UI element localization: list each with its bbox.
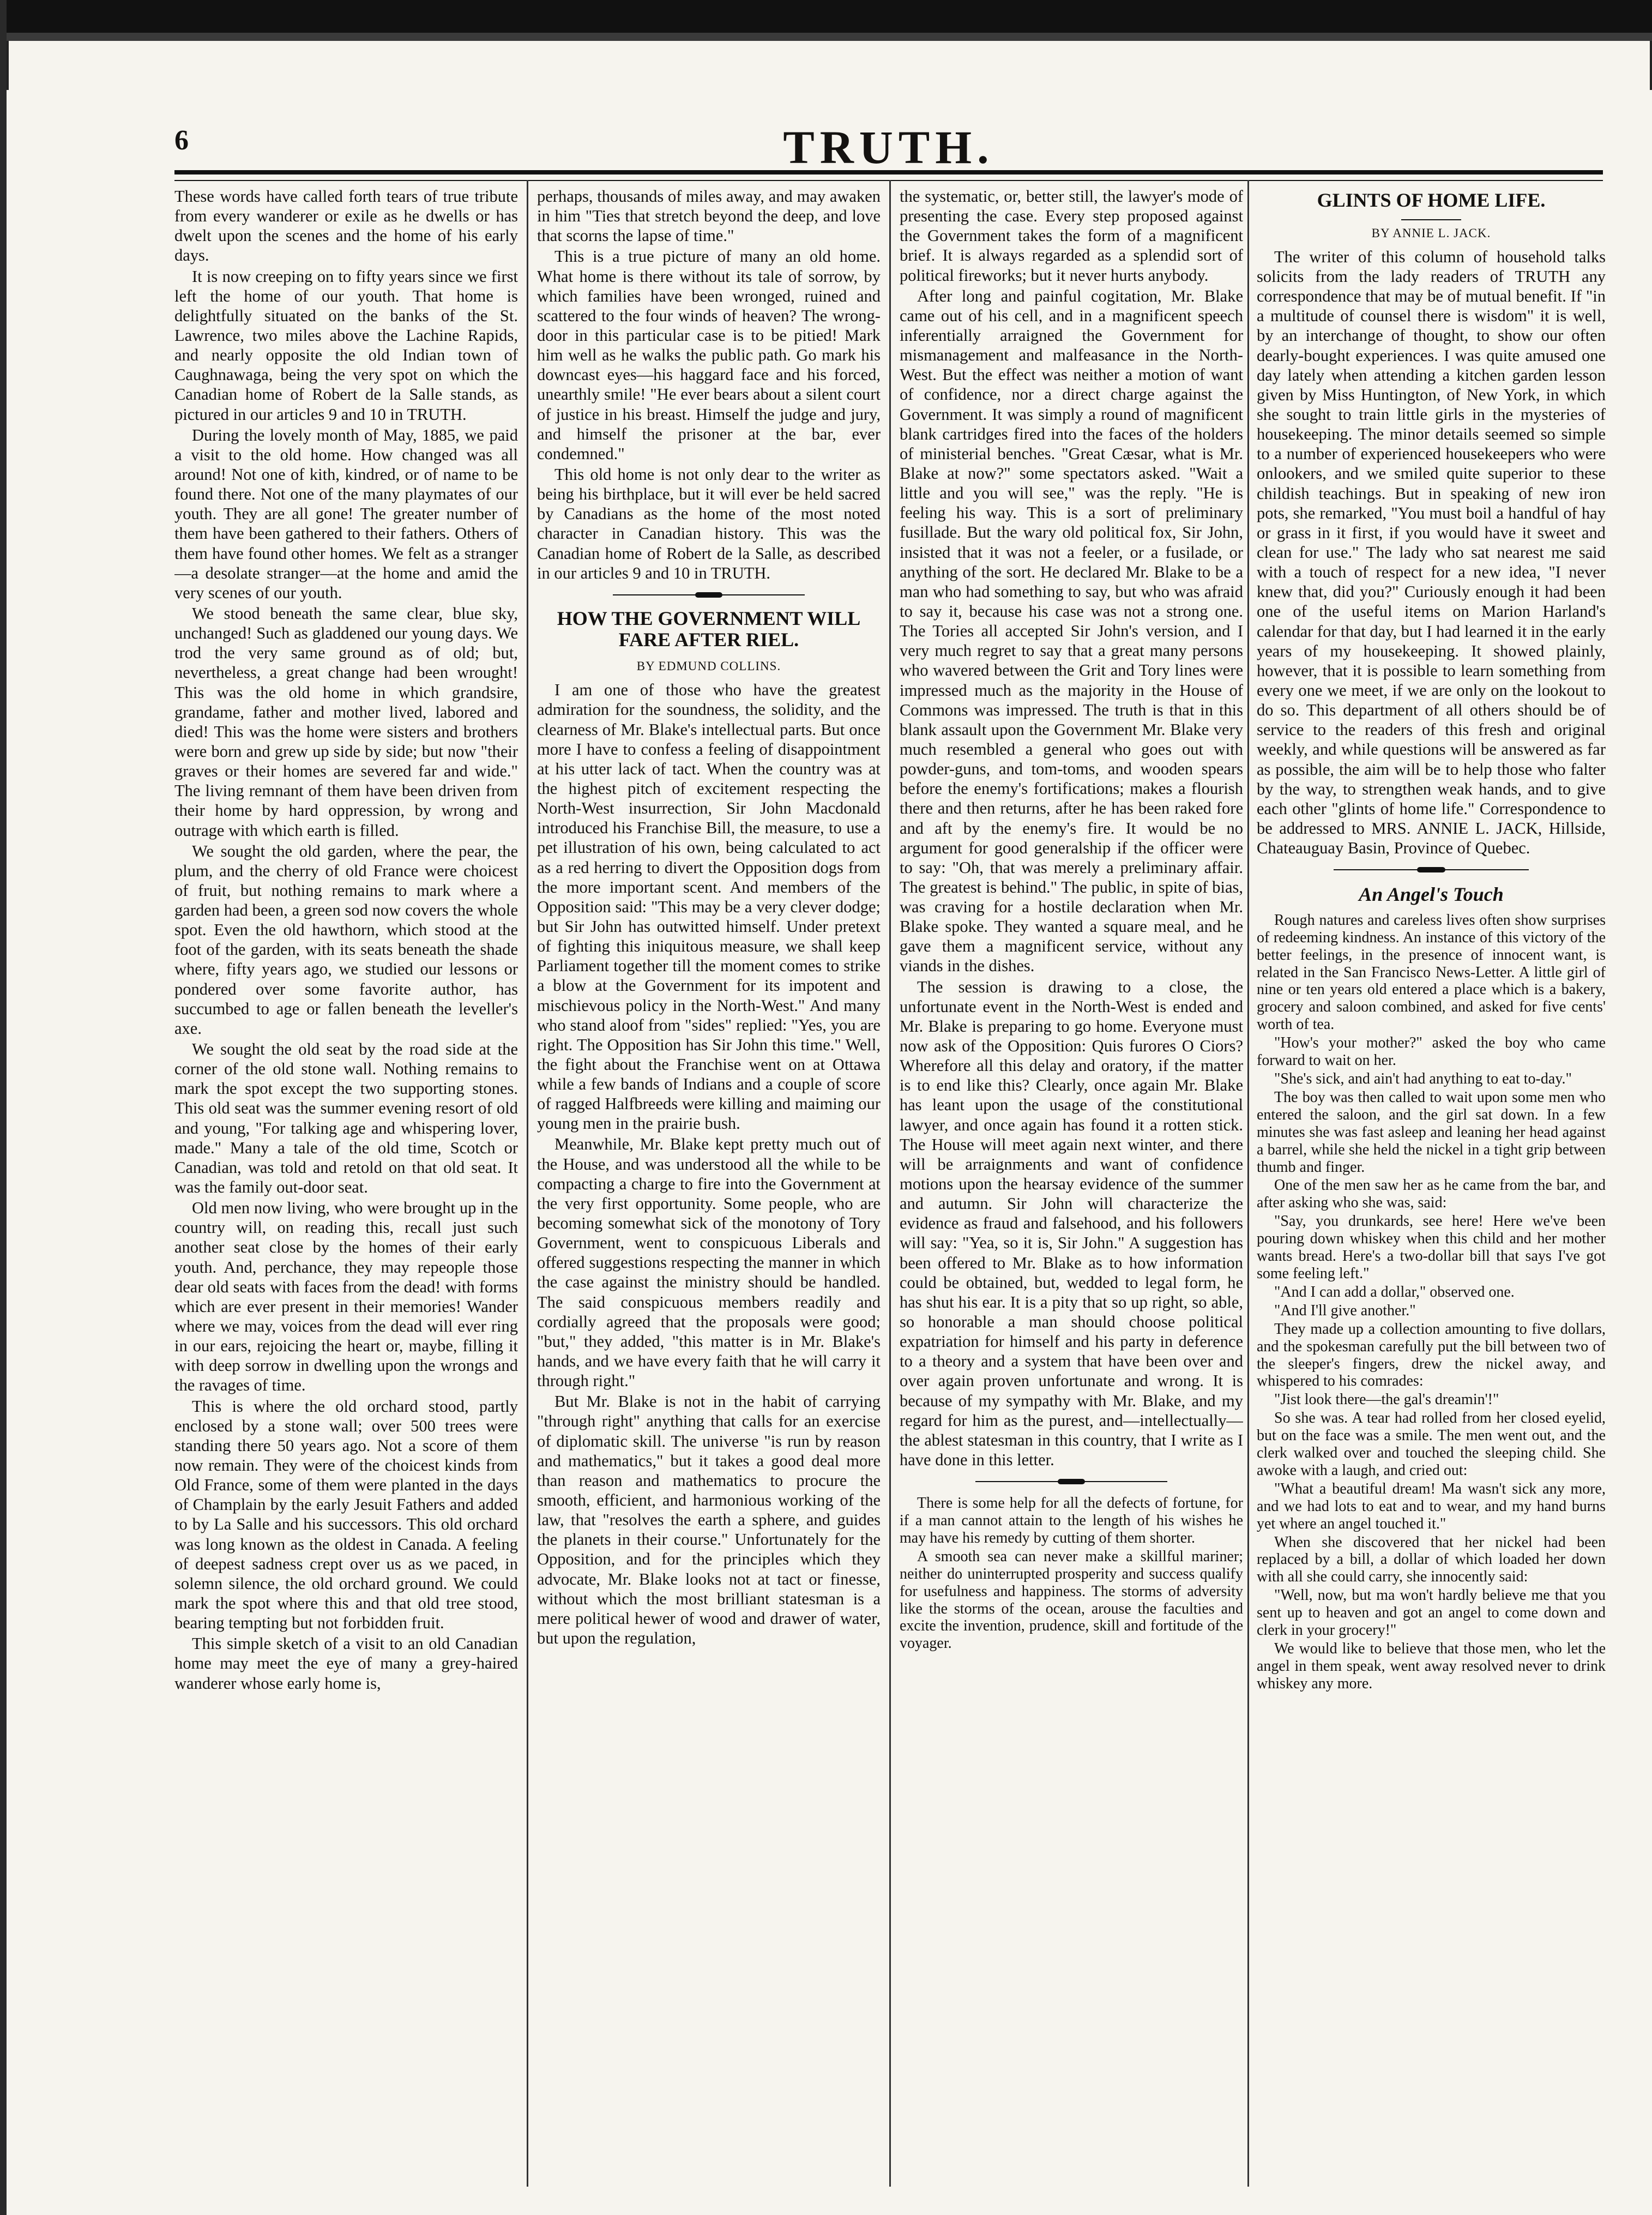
paragraph: perhaps, thousands of miles away, and may awaken in him "Ties that stretch beyond the deep, and love that scorns the lapse of time." [537,187,881,245]
paragraph: One of the men saw her as he came from the bar, and after asking who she was, said: [1257,1177,1606,1212]
section-divider [1257,863,1606,876]
section-title: GLINTS OF HOME LIFE. [1317,189,1546,211]
paragraph: "And I can add a dollar," observed one. [1274,1283,1515,1301]
paragraph: The boy was then called to wait upon some men who entered the saloon, and the girl sat down. In a few minutes she was fast asleep and leaning her head against a barrel, while she held the nickel in a tight grip between thumb and finger. [1257,1088,1606,1176]
paragraph: A smooth sea can never make a skillful mariner; neither do uninterrupted prosperity and success qualify for usefulness and happiness. The storms of adversity like the storms of the ocean, arouse the faculties and excite the invention, prudence, skill and fortitude of the voyager. [900,1548,1243,1652]
section-divider [900,1475,1243,1488]
masthead-rule [174,170,1603,181]
paragraph: "Well, now, but ma won't hardly believe me that you sent up to heaven and got an angel to come down and clerk in your grocery!" [1257,1587,1606,1639]
article-byline: BY EDMUND COLLINS. [636,659,781,673]
story-headline: An Angel's Touch [1359,883,1504,906]
paragraph: After long and painful cogitation, Mr. Blake came out of his cell, and in a magnificent speech inferentially arraigned the Government for mismanagement and malfeasance in the North-West. But the effect was neither a motion of want of confidence, nor a direct charge against the Government. It was simply a round of magnificent blank cartridges fired into the faces of the holders of ministerial benches. "Great Cæsar, what is Mr. Blake at now?" some spectators asked. "Wait a little and you will see," was the reply. "He is feeling his way. This is a sort of preliminary fusillade. But the wary old political fox, Sir John, insisted that it was not a feeler, or a fusilade, or anything of the sort. He declared Mr. Blake to be a man who had something to say, but who was afraid to say it, because his case was not a strong one. The Tories all accepted Sir John's version, and I very much regret to say that a great many persons who wavered between the Grit and Tory lines were impressed much as the majority in the House of Commons was impressed. The truth is that in this blank assault upon the Government Mr. Blake very much resembled a general who goes out with powder-guns, and tom-toms, and wooden spears before the enemy's fortifications; makes a flourish there and then returns, after he has been raked fore and aft by the enemy's fire. It would be no argument for good generalship if the officer were to say: "Oh, that was merely a preliminary affair. The greatest is behind." The public, in spite of bias, was craving for a hostile declaration when Mr. Blake spoke. They wanted a square meal, and he gave them a magnificent service, without any viands in the dishes. [900,286,1243,976]
paragraph: I am one of those who have the greatest admiration for the soundness, the solidity, and the clearness of Mr. Blake's intellectual parts. But once more I have to confess a feeling of disappointment at his utter lack of tact. When the country was at the highest pitch of excitement respecting the North-West insurrection, Sir John Macdonald introduced his Franchise Bill, the measure, to use a pet illustration of his own, being calculated to act as a red herring to divert the Opposition dogs from the more important scent. And members of the Opposition said: "This may be a very clever dodge; but Sir John has outwitted himself. Under pretext of fighting this iniquitous measure, we shall keep Parliament together till the moment comes to strike a blow at the Government for its impotent and mischievous policy in the North-West." And many who stand aloof from "sides" replied: "Yes, you are right. The Opposition has Sir John this time." Well, the fight about the Franchise went on at Ottawa while a few bands of Indians and a couple of score of ragged Halfbreeds were killing and maiming our young men in the prairie bush. [537,681,881,1133]
article-headline: HOW THE GOVERNMENT WILL FARE AFTER RIEL. [557,607,861,651]
section-divider [537,588,881,601]
column-1 [174,186,518,2182]
column-2 [537,186,881,2182]
paragraph: We stood beneath the same clear, blue sky, unchanged! Such as gladdened our young days. We trod the very same ground as of old; but, nevertheless, a great change had been wrought! This was the old home in which grandsire, grandame, father and mother lived, labored and died! This was the home were sisters and brothers were born and grew up side by side; but now "their graves or their homes are severed far and wide." The living remnant of them have been driven from their home by hard oppression, by wrong and outrage with which earth is filled. [174,604,518,840]
column-3 [900,186,1243,2182]
paragraph: This old home is not only dear to the writer as being his birthplace, but it will ever be held sacred by Canadians as the home of the most noted character in Canadian history. This was the Canadian home of Robert de la Salle, as described in our articles 9 and 10 in TRUTH. [537,465,881,582]
paragraph: The writer of this column of household talks solicits from the lady readers of TRUTH any correspondence that may be of mutual benefit. If "in a multitude of counsel there is wisdom" it is well, by an interchange of thought, to show our often dearly-bought experiences. I was quite amused one day lately when attending a kitchen garden lesson given by Miss Huntington, of New York, in which she sought to train little girls in the mysteries of housekeeping. The minor details seemed so simple to a number of experienced housekeepers who were onlookers, and we smiled quite superior to these childish teachings. But in speaking of new iron pots, she remarked, "You must boil a handful of hay or grass in it first, if you would have it sweet and clean for use." The lady who sat nearest me said with a touch of respect for a new idea, "I never knew that, did you?" Curiously enough it had been one of the useful items on Marion Harland's calendar for that day, but I had learned it in the early years of my housekeeping. It showed plainly, however, that it is possible to learn something from every one we meet, if we are only on the lookout to do so. This department of all others should be of service to the readers of this fresh and original weekly, and while questions will be answered as far as possible, the aim will be to help those who falter by the way, to strengthen weak hands, and to give each other "glints of home life." Correspondence to be addressed to MRS. ANNIE L. JACK, Hillside, Chateauguay Basin, Province of Quebec. [1257,247,1606,858]
paragraph: They made up a collection amounting to five dollars, and the spokesman carefully put the bill between two of the sleeper's fingers, drew the nickel away, and whispered to his comrades: [1257,1320,1606,1390]
page-left-edge [0,0,7,2215]
masthead-title: TRUTH. [783,121,994,173]
paragraph: Meanwhile, Mr. Blake kept pretty much out of the House, and was understood all the while to be compacting a charge to fire into the Government at the very first opportunity. Some people, who are becoming somewhat sick of the monotony of Tory Government, went to conspicuous Liberals and offered suggestions respecting the manner in which the case against the ministry should be handled. The said conspicuous members readily and cordially agreed that the proposals were good; "but," they added, "this matter is in Mr. Blake's hands, and we have every faith that he will carry it through right." [537,1135,881,1391]
column-rule [527,180,528,2187]
paragraph: This is a true picture of many an old home. What home is there without its tale of sorrow, by which families have been wronged, ruined and scattered to the four winds of heaven? The wrong-door in this particular case is to be pitied! Mark him well as he walks the public path. Go mark his downcast eyes—his haggard face and his forced, unearthly smile! "He ever bears about a silent court of justice in his breast. Himself the judge and jury, and himself the prisoner at the bar, ever condemned." [537,247,881,463]
paragraph: Old men now living, who were brought up in the country will, on reading this, recall just such another seat close by the homes of their early youth. And, perchance, they may repeople those dear old seats with faces from the dead! with forms which are ever present in their memories! Wander where we may, voices from the dead will ever ring in our ears, rejoicing the heart or, maybe, filling it with deep sorrow in dwelling upon the wrongs and the ravages of time. [174,1199,518,1395]
paragraph: When she discovered that her nickel had been replaced by a bill, a dollar of which loaded her down with all she could carry, she innocently said: [1257,1533,1606,1586]
paragraph: This simple sketch of a visit to an old Canadian home may meet the eye of many a grey-haired wanderer whose early home is, [174,1634,518,1693]
paragraph: "She's sick, and ain't had anything to eat to-day." [1274,1070,1572,1088]
section-byline: BY ANNIE L. JACK. [1371,226,1491,240]
page-top-border [0,0,1652,93]
paragraph: There is some help for all the defects of fortune, for if a man cannot attain to the length of his wishes he may have his remedy by cutting of them shorter. [900,1495,1243,1546]
paragraph: "Say, you drunkards, see here! Here we've been pouring down whiskey when this child and her mother wants bread. Here's a two-dollar bill that says I've got some feeling left." [1257,1213,1606,1282]
paragraph: But Mr. Blake is not in the habit of carrying "through right" anything that calls for an exercise of diplomatic skill. The universe "is run by reason and mathematics," but it takes a good deal more than reason and mathematics to procure the smooth, efficient, and harmonious working of the law, that "resolves the earth a sphere, and guides the planets in their course." Unfortunately for the Opposition, and for the principles which they advocate, Mr. Blake looks not at tact or finesse, without which the most brilliant statesman is a mere political hewer of wood and drawer of water, but upon the regulation, [537,1392,881,1647]
paragraph: So she was. A tear had rolled from her closed eyelid, but on the face was a smile. The men went out, and the clerk walked over and touched the sleeping child. She awoke with a laugh, and cried out: [1257,1410,1606,1479]
paragraph: "What a beautiful dream! Ma wasn't sick any more, and we had lots to eat and to wear, and my hand burns yet where an angel touched it." [1257,1480,1606,1532]
paragraph: "Jist look there—the gal's dreamin'!" [1274,1391,1499,1409]
paragraph: Rough natures and careless lives often show surprises of redeeming kindness. An instance of this victory of the better feelings, in the presence of innocent want, is related in the San Francisco News-Letter. A little girl of nine or ten years old entered a place which is a bakery, grocery and saloon combined, and asked for five cents' worth of tea. [1257,911,1606,1033]
column-rule [889,180,891,2187]
paragraph: This is where the old orchard stood, partly enclosed by a stone wall; over 500 trees were standing there 50 years ago. Not a score of them now remain. They were of the choicest kinds from Old France, some of them were planted in the days of Champlain by the early Jesuit Fathers and added to by La Salle and his successors. This old orchard was long known as the oldest in Canada. A feeling of deepest sadness crept over us as we paced, in solemn silence, the old orchard ground. We could mark the spot where this and that old tree stood, bearing tempting but not forbidden fruit. [174,1397,518,1633]
title-rule [1401,219,1461,220]
page-frame [5,41,1652,90]
newspaper-header [174,120,1603,173]
paragraph: "How's your mother?" asked the boy who came forward to wait on her. [1257,1034,1606,1069]
paragraph: The session is drawing to a close, the unfortunate event in the North-West is ended and Mr. Blake is preparing to go home. Everyone must now ask of the Opposition: Quis furores O Ciors? Wherefore all this delay and oratory, if the matter is to end like this? Clearly, once again Mr. Blake has leant upon the usage of the constitutional lawyer, and once again has found it a rotten stick. The House will meet again next winter, and there will be arraignments and want of confidence motions upon the hearsay evidence of the summer and autumn. Sir John will characterize the evidence as fraud and falsehood, and his followers will say: "Yea, so it is, Sir John." A suggestion has been offered to Mr. Blake as to how information could be obtained, but, wedded to legal form, he has shut his ear. It is a pity that so up right, so able, so honorable a man should choose political expatriation for himself and his party in deference to a theory and a system that have been over and over again proven unfortunate and wrong. It is because of my sympathy with Mr. Blake, and my regard for him as the purest, and—intellectually—the ablest statesman in this country, that I write as I have done in this letter. [900,977,1243,1469]
paragraph: We sought the old garden, where the pear, the plum, and the cherry of old France were choicest of fruit, but nothing remains to mark where a garden had been, a green sod now covers the whole spot. Even the old hawthorn, which stood at the foot of the garden, with its seats beneath the shade where, fifty years ago, we studied our lessons or pondered over some favorite author, has succumbed to age or fallen beneath the leveller's axe. [174,841,518,1038]
column-rule [1247,180,1249,2187]
paragraph: We would like to believe that those men, who let the angel in them speak, went away resolved never to drink whiskey any more. [1257,1640,1606,1692]
paragraph: It is now creeping on to fifty years since we first left the home of our youth. That home is delightfully situated on the banks of the St. Lawrence, two miles above the Lachine Rapids, and nearly opposite the old Indian town of Caughnawaga, being the very spot on which the Canadian home of Robert de la Salle stands, as pictured in our articles 9 and 10 in TRUTH. [174,267,518,424]
page-number: 6 [174,125,189,156]
paragraph: During the lovely month of May, 1885, we paid a visit to the old home. How changed was all around! Not one of kith, kindred, or of name to be found there. Not one of the many playmates of our youth. They are all gone! The greater number of them have been gathered to their fathers. Others of them have found other homes. We felt as a stranger—a desolate stranger—at the home and amid the very scenes of our youth. [174,425,518,602]
column-4 [1257,186,1606,2182]
paragraph: These words have called forth tears of true tribute from every wanderer or exile as he dwells or has dwelt upon the scenes and the home of his early days. [174,187,518,265]
paragraph: We sought the old seat by the road side at the corner of the old stone wall. Nothing remains to mark the spot except the two supporting stones. This old seat was the summer evening resort of old and young, "For talking age and whispering lover, made." Many a tale of the old time, Scotch or Canadian, was told and retold on that old seat. It was the family out-door seat. [174,1040,518,1197]
paragraph: "And I'll give another." [1274,1302,1416,1319]
paragraph: the systematic, or, better still, the lawyer's mode of presenting the case. Every step proposed against the Government takes the form of a magnificent brief. It is always regarded as a splendid sort of political fireworks; but it never hurts anybody. [900,187,1243,285]
